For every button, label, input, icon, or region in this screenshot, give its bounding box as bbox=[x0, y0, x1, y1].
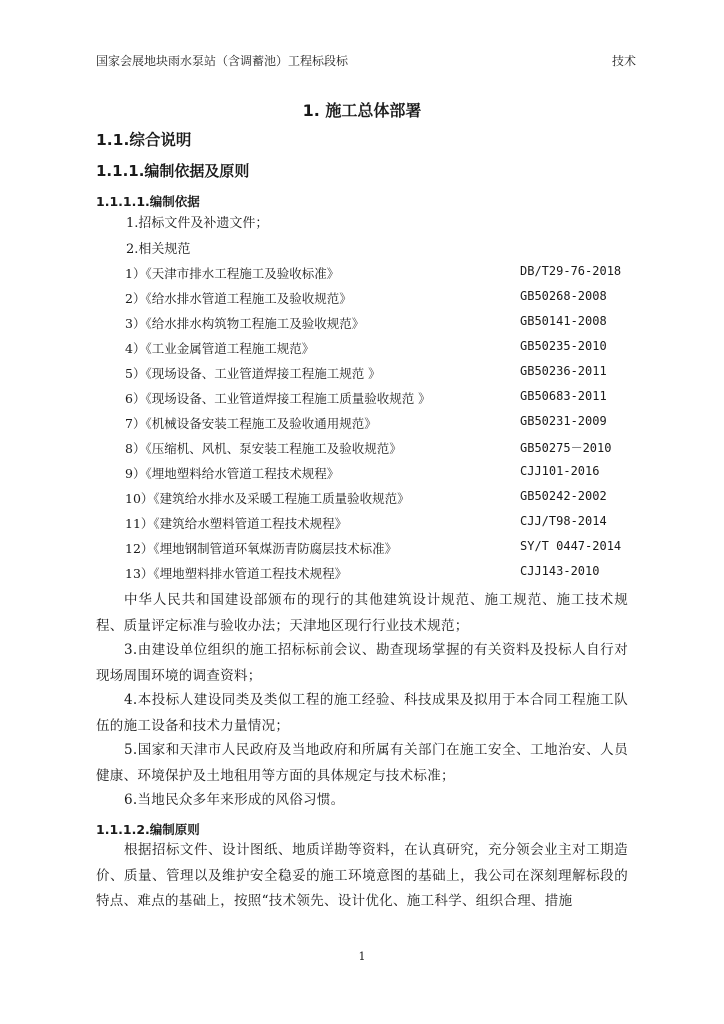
standard-row bbox=[96, 464, 656, 489]
standard-title: 11）《建筑给水塑料管道工程技术规程》 bbox=[125, 516, 348, 531]
basis-paragraph-experience: 4.本投标人建设同类及类似工程的施工经验、科技成果及拟用于本合同工程施工队伍的施工设备和技术力量情况； bbox=[96, 692, 628, 734]
standard-title: 2）《给水排水管道工程施工及验收规范》 bbox=[125, 291, 352, 306]
section-heading-basis: 1.1.1.1.编制依据 bbox=[96, 194, 200, 209]
standard-title: 6）《现场设备、工业管道焊接工程施工质量验收规范 》 bbox=[125, 391, 431, 406]
header-category: 技术 bbox=[612, 54, 637, 68]
standard-row bbox=[96, 314, 656, 339]
header-project-title: 国家会展地块雨水泵站（含调蓄池）工程标段标 bbox=[96, 54, 349, 68]
standard-title: 7）《机械设备安装工程施工及验收通用规范》 bbox=[125, 416, 377, 431]
standard-row bbox=[96, 539, 656, 564]
standard-code: GB50275－2010 bbox=[520, 441, 612, 455]
standards-list bbox=[96, 264, 656, 589]
standard-row bbox=[96, 364, 656, 389]
basis-paragraph-site-survey: 3.由建设单位组织的施工招标标前会议、勘查现场掌握的有关资料及投标人自行对现场周围环境的调查资料； bbox=[96, 642, 628, 684]
standard-code: CJJ101-2016 bbox=[520, 464, 600, 478]
basis-paragraph-regulations: 中华人民共和国建设部颁布的现行的其他建筑设计规范、施工规范、施工技术规程、质量评定标准与验收办法；天津地区现行行业技术规范； bbox=[96, 592, 628, 634]
standard-title: 8）《压缩机、风机、泵安装工程施工及验收规范》 bbox=[125, 441, 402, 456]
standard-code: GB50231-2009 bbox=[520, 414, 607, 428]
standard-title: 9）《埋地塑料给水管道工程技术规程》 bbox=[125, 466, 340, 481]
standard-code: SY/T 0447-2014 bbox=[520, 539, 622, 553]
standard-row bbox=[96, 439, 656, 464]
standard-title: 12）《埋地钢制管道环氧煤沥青防腐层技术标准》 bbox=[125, 541, 398, 556]
standard-code: CJJ143-2010 bbox=[520, 564, 600, 578]
basis-item-2: 2.相关规范 bbox=[126, 242, 191, 257]
basis-paragraph-local-customs: 6.当地民众多年来形成的风俗习惯。 bbox=[124, 792, 345, 808]
standard-code: GB50683-2011 bbox=[520, 389, 607, 403]
standard-title: 5）《现场设备、工业管道焊接工程施工规范 》 bbox=[125, 366, 381, 381]
standard-row bbox=[96, 389, 656, 414]
standard-row bbox=[96, 289, 656, 314]
standard-title: 10）《建筑给水排水及采暖工程施工质量验收规范》 bbox=[125, 491, 410, 506]
standard-row bbox=[96, 414, 656, 439]
standard-code: GB50141-2008 bbox=[520, 314, 607, 328]
standard-code: GB50235-2010 bbox=[520, 339, 607, 353]
section-heading-principle: 1.1.1.2.编制原则 bbox=[96, 822, 200, 837]
standard-code: GB50236-2011 bbox=[520, 364, 607, 378]
standard-title: 1）《天津市排水工程施工及验收标准》 bbox=[125, 266, 340, 281]
basis-paragraph-government-rules: 5.国家和天津市人民政府及当地政府和所属有关部门在施工安全、工地治安、人员健康、环境保护及土地租用等方面的具体规定与技术标准； bbox=[96, 742, 628, 784]
standard-row bbox=[96, 339, 656, 364]
standard-code: GB50268-2008 bbox=[520, 289, 607, 303]
standard-title: 13）《埋地塑料排水管道工程技术规程》 bbox=[125, 566, 348, 581]
standard-title: 4）《工业金属管道工程施工规范》 bbox=[125, 341, 315, 356]
section-heading-1: 1. 施工总体部署 bbox=[302, 101, 422, 120]
section-heading-1-1-1: 1.1.1.编制依据及原则 bbox=[96, 162, 250, 180]
page-number: 1 bbox=[358, 950, 366, 963]
standard-row bbox=[96, 264, 656, 289]
section-heading-1-1: 1.1.综合说明 bbox=[96, 131, 192, 149]
basis-item-1: 1.招标文件及补遗文件； bbox=[126, 216, 269, 231]
standard-code: CJJ/T98-2014 bbox=[520, 514, 607, 528]
standard-row bbox=[96, 564, 656, 589]
standard-row bbox=[96, 489, 656, 514]
standard-code: DB/T29-76-2018 bbox=[520, 264, 622, 278]
principle-paragraph: 根据招标文件、设计图纸、地质详勘等资料，在认真研究，充分领会业主对工期造价、质量、管理以及维护安全稳妥的施工环境意图的基础上，我公司在深刻理解标段的特点、难点的基础上，按照“技术领先、设计优化、施工科学、组织合理、措施 bbox=[96, 842, 628, 909]
standard-title: 3）《给水排水构筑物工程施工及验收规范》 bbox=[125, 316, 365, 331]
standard-row bbox=[96, 514, 656, 539]
standard-code: GB50242-2002 bbox=[520, 489, 607, 503]
